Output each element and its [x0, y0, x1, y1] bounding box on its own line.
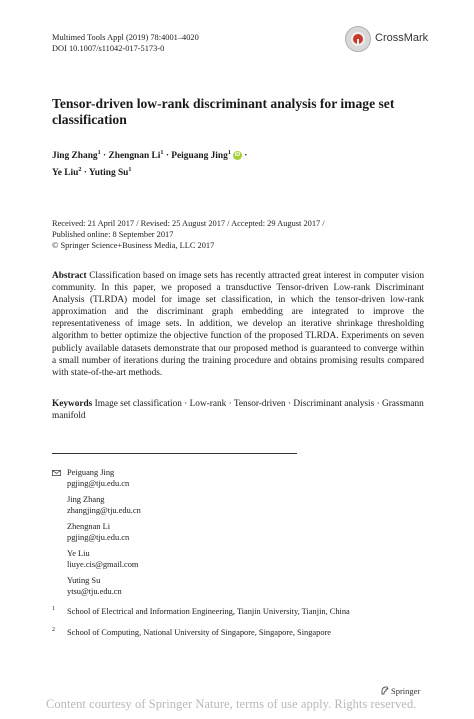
doi[interactable]: DOI 10.1007/s11042-017-5173-0 — [52, 44, 165, 53]
affiliation-list — [52, 606, 424, 648]
author-name: Jing Zhang — [52, 151, 98, 162]
contact-name: Yuting Su — [67, 576, 101, 585]
contact-email[interactable]: ytsu@tju.edu.cn — [67, 586, 122, 596]
contact-entry — [52, 549, 141, 570]
contact-email[interactable]: pgjing@tju.edu.cn — [67, 532, 130, 542]
affiliation-number: 1 — [52, 606, 55, 612]
contact-name: Jing Zhang — [67, 495, 105, 504]
author-separator: · — [100, 151, 109, 162]
author-affiliation-mark: 1 — [160, 149, 164, 156]
publication-dates — [52, 218, 432, 251]
author-affiliation-mark: 1 — [227, 149, 231, 156]
keywords-text: Image set classification · Low-rank · Tensor-driven · Discriminant analysis · Grassmann manifold — [52, 399, 424, 422]
author-name: Zhengnan Li — [108, 151, 161, 162]
author-affiliation-mark: 1 — [97, 149, 101, 156]
dates-line: Received: 21 April 2017 / Revised: 25 August 2017 / Accepted: 29 August 2017 / — [52, 219, 325, 228]
journal-header — [52, 32, 199, 54]
contact-name: Peiguang Jing — [67, 468, 115, 477]
orcid-icon[interactable]: iD — [234, 152, 241, 159]
affiliation-text: School of Electrical and Information Engineering, Tianjin University, Tianjin, China — [67, 607, 350, 616]
author-affiliation-mark: 2 — [78, 166, 82, 174]
contact-entry — [52, 468, 141, 489]
author-separator: · — [241, 151, 248, 162]
paper-title: Tensor-driven low-rank discriminant analysis for image set classification — [52, 96, 395, 127]
footnote-divider — [52, 453, 297, 454]
copyright: © Springer Science+Business Media, LLC 2017 — [52, 241, 215, 250]
crossmark-icon — [345, 26, 371, 52]
keywords — [52, 398, 424, 422]
courtesy-watermark: Content courtesy of Springer Nature, terms of use apply. Rights reserved. — [46, 697, 417, 711]
contact-entry — [52, 495, 141, 516]
contact-name: Ye Liu — [67, 549, 90, 558]
crossmark-badge[interactable] — [345, 26, 431, 54]
crossmark-label: CrossMark — [375, 32, 429, 44]
envelope-icon — [52, 470, 61, 476]
contact-name: Zhengnan Li — [67, 522, 111, 531]
contact-entry — [52, 576, 141, 597]
abstract-label: Abstract — [52, 271, 87, 281]
abstract — [52, 270, 424, 379]
affiliation-entry — [52, 627, 424, 638]
abstract-text: Classification based on image sets has recently attracted great interest in computer vision community. In this paper, we proposed a transductive Tensor-driven Low-rank Discriminant Analysis (TLRDA) model for image set classification, in which the tensor-driven low-rank approximation and the discriminant graph embedding are integrated to improve the representativeness of image sets. In addition, we develop an iterative shrinkage thresholding algorithm to better optimize the objective function of the proposed TLRDA. Experiments on seven publicly available datasets demonstrate that our proposed method is guaranteed to converge within a small number of iterations during the training procedure and obtains promising results compared with state-of-the-art methods. — [52, 271, 425, 378]
author-name: Ye Liu — [52, 168, 79, 179]
author-name: Yuting Su — [88, 168, 129, 179]
author-line-1 — [52, 146, 432, 163]
springer-logo — [381, 686, 420, 696]
contact-entry — [52, 522, 141, 543]
affiliation-entry — [52, 606, 424, 617]
author-name: Peiguang Jing — [171, 151, 228, 162]
author-line-2 — [52, 163, 432, 180]
contact-email[interactable]: pgjing@tju.edu.cn — [67, 478, 130, 488]
affiliation-number: 2 — [52, 627, 55, 633]
author-list — [52, 146, 432, 180]
springer-horse-icon — [381, 686, 389, 695]
author-separator: · — [163, 151, 172, 162]
journal-citation: Multimed Tools Appl (2019) 78:4001–4020 — [52, 33, 199, 42]
author-separator: · — [81, 168, 89, 179]
published-online: Published online: 8 September 2017 — [52, 230, 174, 239]
contact-email[interactable]: liuye.cis@gmail.com — [67, 559, 139, 569]
contact-list — [52, 468, 141, 603]
contact-email[interactable]: zhangjing@tju.edu.cn — [67, 505, 141, 515]
keywords-label: Keywords — [52, 399, 93, 409]
springer-label: Springer — [391, 686, 421, 696]
author-affiliation-mark: 1 — [128, 166, 132, 174]
affiliation-text: School of Computing, National University of Singapore, Singapore, Singapore — [67, 628, 332, 637]
